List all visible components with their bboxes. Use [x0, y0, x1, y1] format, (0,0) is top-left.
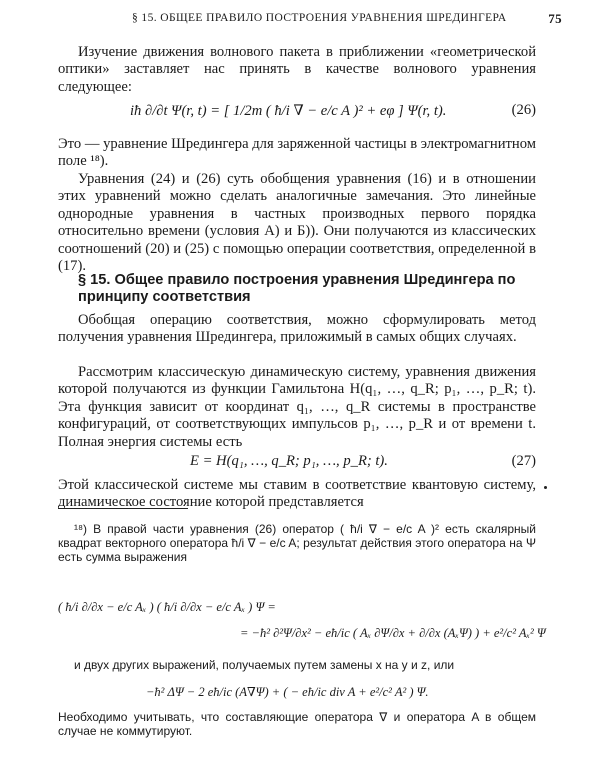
- footnote-equation-c: −ħ² ΔΨ − 2 eħ/ic (A∇Ψ) + ( − eħ/ic div A + e²/c² A² ) Ψ.: [146, 685, 429, 699]
- equation-26-body: iħ ∂/∂t Ψ(r, t) = [ 1/2m ( ħ/i ∇ − e/c A )² + eφ ] Ψ(r, t).: [130, 103, 447, 119]
- paragraph-method: Обобщая операцию соответствия, можно сформулировать метод получения уравнения Шредингера, приложимый в самых общих случаях.: [58, 312, 536, 346]
- footnote-continuation: и двух других выражений, получаемых путем замены x на y и z, или: [74, 658, 455, 672]
- equation-26-number: (26): [511, 102, 536, 118]
- footnote-rule: [58, 508, 188, 509]
- paragraph-classical-system: Рассмотрим классическую динамическую систему, уравнения движения которой получаются из функции Гамильтона H(q₁, …, q_R; p₁, …, p_R; t). Эта функция зависит от координат q₁, …, q_R системы в пространстве конфигураций, от соответствующих импульсов p₁, …, p_R и от времени t. Полная энергия системы есть: [58, 364, 536, 450]
- running-title: § 15. ОБЩЕЕ ПРАВИЛО ПОСТРОЕНИЯ УРАВНЕНИЯ ШРЕДИНГЕРА: [132, 12, 507, 24]
- footnote-equation-a: ( ħ/i ∂/∂x − e/c Aₓ ) ( ħ/i ∂/∂x − e/c Aₓ ) Ψ =: [58, 600, 276, 614]
- equation-27: [190, 453, 536, 470]
- page-number: 75: [548, 11, 562, 26]
- paragraph-intro: Изучение движения волнового пакета в приближении «геометрической оптики» заставляет нас принять в качестве волнового уравнения следующее:: [58, 44, 536, 95]
- footnote-text: ¹⁸) В правой части уравнения (26) оператор ( ħ/i ∇ − e/c A )² есть скалярный квадрат векторного оператора ħ/i ∇ − e/c A; результат действия этого оператора на Ψ есть сумма выражения: [58, 522, 536, 564]
- equation-27-body: E = H(q₁, …, q_R; p₁, …, p_R; t).: [190, 453, 388, 469]
- footnote-note: Необходимо учитывать, что составляющие оператора ∇ и оператора A в общем случае не коммутируют.: [58, 710, 536, 738]
- footnote-equation-b: = −ħ² ∂²Ψ/∂x² − eħ/ic ( Aₓ ∂Ψ/∂x + ∂/∂x (AₓΨ) ) + e²/c² Aₓ² Ψ: [240, 626, 546, 640]
- section-heading: § 15. Общее правило построения уравнения Шредингера по принципу соответствия: [78, 272, 516, 306]
- print-speck: [544, 486, 547, 489]
- paragraph-schrodinger-charged: Это — уравнение Шредингера для заряженной частицы в электромагнитном поле ¹⁸).: [58, 136, 536, 170]
- equation-27-number: (27): [511, 453, 536, 469]
- paragraph-quantum-system: Этой классической системе мы ставим в соответствие квантовую систему, динамическое состояние которой представляется: [58, 477, 536, 511]
- paragraph-generalization: Уравнения (24) и (26) суть обобщения уравнения (16) и в отношении этих уравнений можно сделать аналогичные замечания. Это линейные однородные уравнения в частных производных первого порядка относительно времени (условия А) и Б)). Они получаются из классических соотношений (20) и (25) с помощью операции соответствия, определенной в (17).: [58, 171, 536, 275]
- equation-26: [130, 102, 536, 120]
- running-head: [132, 12, 562, 24]
